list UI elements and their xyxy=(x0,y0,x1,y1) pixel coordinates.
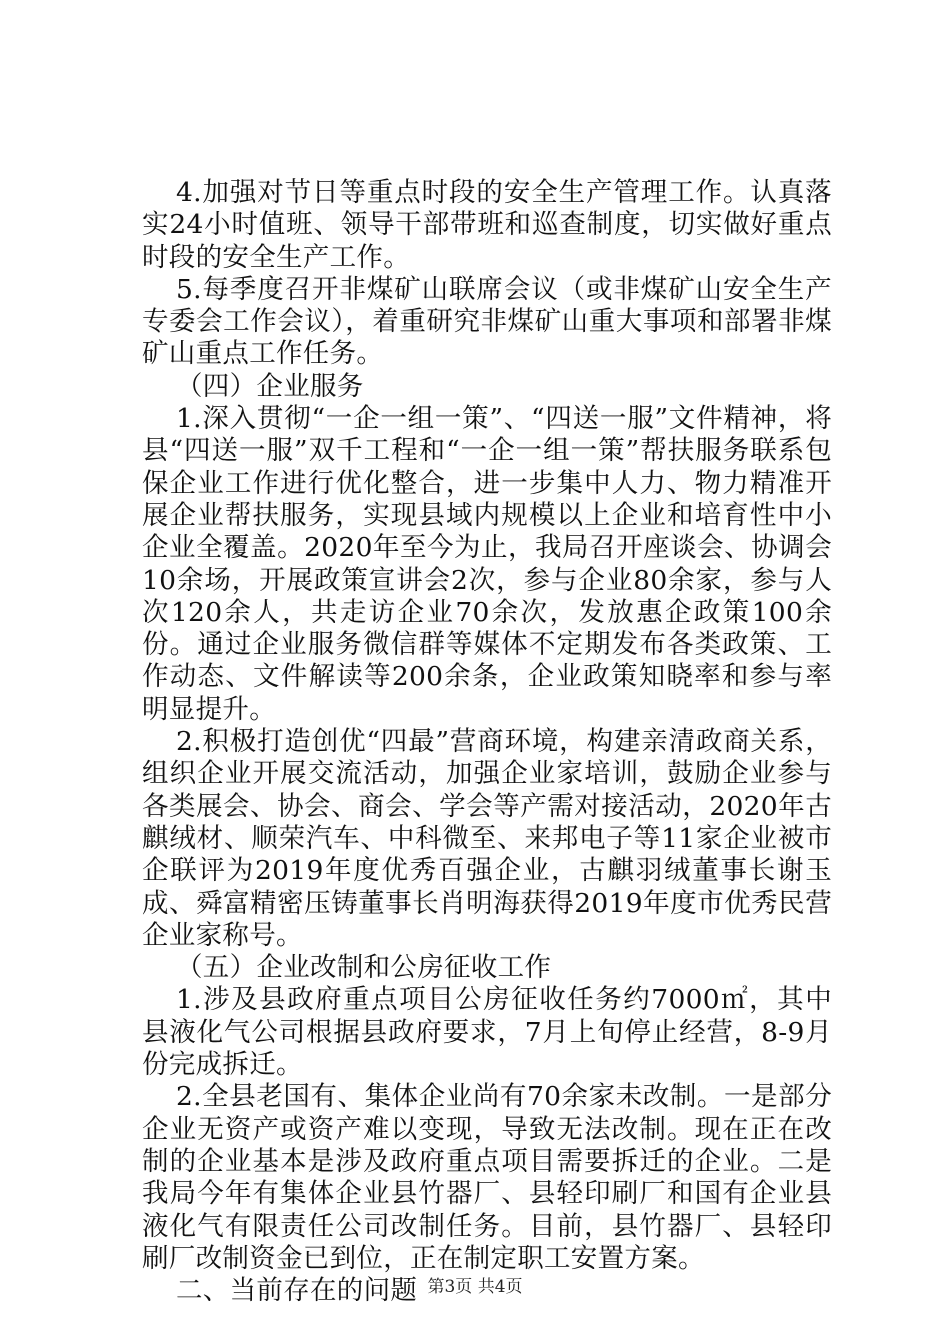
section-heading-problems: 二、当前存在的问题 xyxy=(176,1275,418,1307)
paragraph-service-2: 2.积极打造创优“四最”营商环境，构建亲清政商关系，组织企业开展交流活动，加强企业家培训，鼓励企业参与各类展会、协会、商会、学会等产需对接活动，2020年古麒绒材、顺荣汽车、中科微至、来邦电子等11家企业被市企联评为2019年度优秀百强企业，古麒羽绒董事长谢玉成、舜富精密压铸董事长肖明海获得2019年度市优秀民营企业家称号。 xyxy=(142,726,832,951)
document-body xyxy=(142,177,832,1307)
paragraph-restructuring-1: 1.涉及县政府重点项目公房征收任务约7000㎡，其中县液化气公司根据县政府要求，7月上旬停止经营，8-9月份完成拆迁。 xyxy=(142,984,832,1081)
paragraph-item-4: 4.加强对节日等重点时段的安全生产管理工作。认真落实24小时值班、领导干部带班和巡查制度，切实做好重点时段的安全生产工作。 xyxy=(142,177,832,273)
paragraph-service-1: 1.深入贯彻“一企一组一策”、“四送一服”文件精神，将县“四送一服”双千工程和“一企一组一策”帮扶服务联系包保企业工作进行优化整合，进一步集中人力、物力精准开展企业帮扶服务，实现县域内规模以上企业和培育性中小企业全覆盖。2020年至今为止，我局召开座谈会、协调会10余场，开展政策宣讲会2次，参与企业80余家，参与人次120余人，共走访企业70余次，发放惠企政策100余份。通过企业服务微信群等媒体不定期发布各类政策、工作动态、文件解读等200余条，企业政策知晓率和参与率明显提升。 xyxy=(142,403,832,725)
paragraph-item-5: 5.每季度召开非煤矿山联席会议（或非煤矿山安全生产专委会工作会议），着重研究非煤矿山重大事项和部署非煤矿山重点工作任务。 xyxy=(142,273,832,370)
paragraph-restructuring-2: 2.全县老国有、集体企业尚有70余家未改制。一是部分企业无资产或资产难以变现，导致无法改制。现在正在改制的企业基本是涉及政府重点项目需要拆迁的企业。二是我局今年有集体企业县竹器厂、县轻印刷厂和国有企业县液化气有限责任公司改制任务。目前，县竹器厂、县轻印刷厂改制资金已到位，正在制定职工安置方案。 xyxy=(142,1081,832,1274)
section-heading-enterprise-service: （四）企业服务 xyxy=(176,370,364,402)
section-heading-restructuring: （五）企业改制和公房征收工作 xyxy=(176,952,552,984)
page-footer: 第3页 共4页 xyxy=(427,1277,523,1297)
